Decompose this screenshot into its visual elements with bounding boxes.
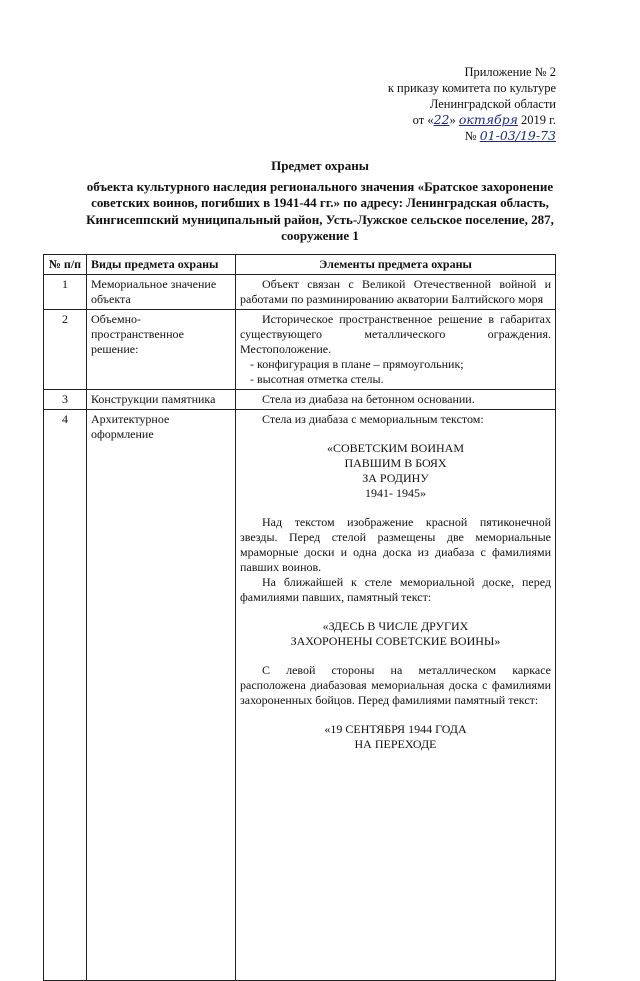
row-kind: Объемно-пространственное решение: <box>87 310 236 390</box>
memorial-text-line: ЗАХОРОНЕНЫ СОВЕТСКИЕ ВОИНЫ» <box>290 634 501 648</box>
row-number: 2 <box>44 310 87 390</box>
memorial-text-line: «СОВЕТСКИМ ВОИНАМ <box>326 441 464 455</box>
header-elements: Элементы предмета охраны <box>236 255 556 275</box>
memorial-text-line: «19 СЕНТЯБРЯ 1944 ГОДА <box>324 722 467 736</box>
row-kind: Конструкции памятника <box>87 390 236 410</box>
header-kind: Виды предмета охраны <box>87 255 236 275</box>
row-kind: Мемориальное значение объекта <box>87 275 236 310</box>
row-elements <box>236 275 556 310</box>
table-header-row <box>44 255 556 275</box>
elements-intro: Стела из диабаза с мемориальным текстом: <box>262 412 484 426</box>
heading-line-2: советских воинов, погибших в 1941-44 гг.» по адресу: Ленинградская область, <box>91 195 549 210</box>
heading-line-1: объекта культурного наследия регионального значения «Братское захоронение <box>86 178 554 194</box>
row-number: 4 <box>44 410 87 981</box>
heading-line-4: сооружение 1 <box>281 228 359 243</box>
table-row <box>44 410 556 981</box>
elements-dash-item: - высотная отметка стелы. <box>250 372 384 386</box>
document-heading <box>40 158 600 245</box>
memorial-text-line: 1941- 1945» <box>365 486 426 500</box>
date-day-handwritten: 22 <box>433 112 450 127</box>
memorial-text-line: ПАВШИМ В БОЯХ <box>344 456 447 470</box>
appendix-line-3: Ленинградской области <box>429 97 556 111</box>
row-number: 3 <box>44 390 87 410</box>
protection-table <box>43 254 556 981</box>
elements-text: Объект связан с Великой Отечественной войной и работами по разминированию акватории Балтийского моря <box>240 277 551 306</box>
elements-text: Историческое пространственное решение в габаритах существующего металлического ограждения. Местоположение. <box>240 312 551 356</box>
appendix-line-2: к приказу комитета по культуре <box>387 81 556 95</box>
header-number: № п/п <box>44 255 87 275</box>
table-row <box>44 390 556 410</box>
row-elements <box>236 310 556 390</box>
elements-text: Стела из диабаза на бетонном основании. <box>262 392 475 406</box>
date-mid: » <box>449 113 456 127</box>
appendix-number <box>326 128 556 144</box>
appendix-line-1: Приложение № 2 <box>464 65 556 79</box>
row-number: 1 <box>44 275 87 310</box>
appendix-block <box>326 64 556 144</box>
elements-dash-item: - конфигурация в плане – прямоугольник; <box>250 357 464 371</box>
elements-text: На ближайшей к стеле мемориальной доске, перед фамилиями павших, памятный текст: <box>240 575 551 604</box>
table-row <box>44 310 556 390</box>
row-elements <box>236 390 556 410</box>
heading-title: Предмет охраны <box>271 158 369 173</box>
heading-line-3: Кингисеппский муниципальный район, Усть-Лужское сельское поселение, 287, <box>86 211 554 227</box>
date-month-handwritten: октября <box>458 112 518 127</box>
number-prefix: № <box>464 129 477 143</box>
row-elements <box>236 410 556 981</box>
row-kind: Архитектурное оформление <box>87 410 236 981</box>
date-prefix: от « <box>412 113 434 127</box>
memorial-text-line: «ЗДЕСЬ В ЧИСЛЕ ДРУГИХ <box>322 619 469 633</box>
memorial-text-line: ЗА РОДИНУ <box>362 471 429 485</box>
elements-text: Над текстом изображение красной пятиконечной звезды. Перед стелой размещены две мемориальные мраморные доски и одна доска из диабаза с фамилиями павших воинов. <box>240 515 551 574</box>
date-suffix: 2019 г. <box>521 113 556 127</box>
elements-text: С левой стороны на металлическом каркасе расположена диабазовая мемориальная доска с фамилиями захороненных бойцов. Перед фамилиями памятный текст: <box>240 663 551 707</box>
appendix-date <box>326 112 556 128</box>
table-row <box>44 275 556 310</box>
memorial-text-line: НА ПЕРЕХОДЕ <box>354 737 437 751</box>
number-handwritten: 01-03/19-73 <box>479 128 556 143</box>
